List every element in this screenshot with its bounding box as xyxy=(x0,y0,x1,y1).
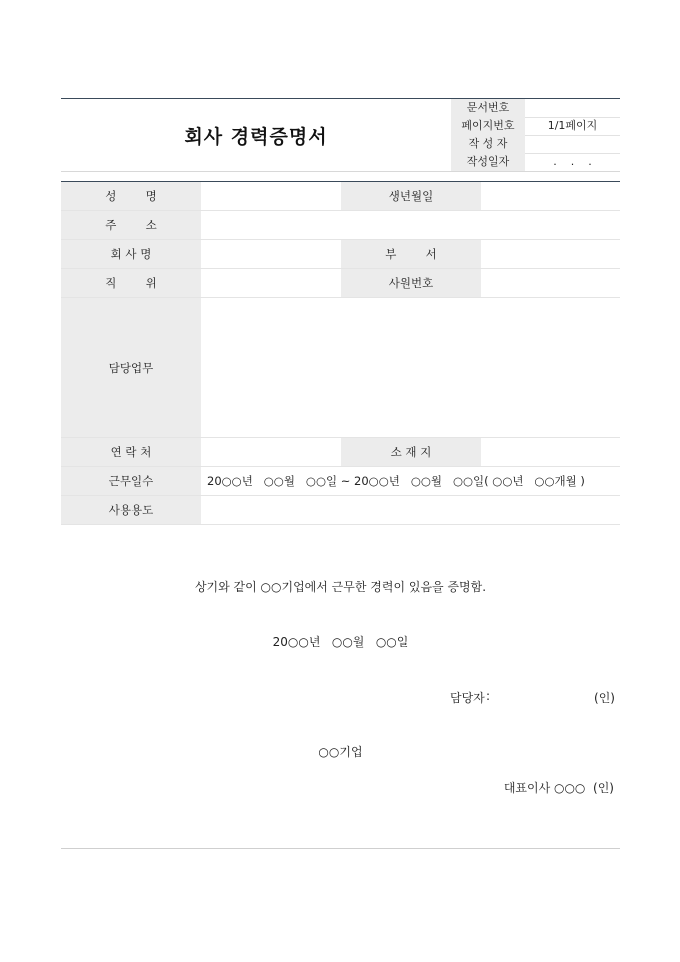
position-field[interactable] xyxy=(201,269,341,297)
table-row xyxy=(61,467,620,496)
location-field[interactable] xyxy=(481,438,620,466)
meta-row-author xyxy=(451,135,620,154)
duties-field[interactable] xyxy=(201,298,620,437)
table-row xyxy=(61,211,620,240)
table-row xyxy=(61,182,620,211)
meta-value xyxy=(525,99,620,117)
position-label: 직 위 xyxy=(61,269,201,297)
table-row xyxy=(61,298,620,438)
company-name-field[interactable] xyxy=(201,240,341,268)
table-row xyxy=(61,269,620,298)
meta-row-page-number xyxy=(451,117,620,136)
department-field[interactable] xyxy=(481,240,620,268)
birth-date-field[interactable] xyxy=(481,182,620,210)
document-title: 회사 경력증명서 xyxy=(184,125,328,148)
department-label: 부 서 xyxy=(341,240,481,268)
table-row xyxy=(61,240,620,269)
manager-seal: (인) xyxy=(594,691,615,705)
location-label: 소 재 지 xyxy=(341,438,481,466)
meta-row-date xyxy=(451,153,620,171)
name-label: 성 명 xyxy=(61,182,201,210)
meta-value: . . . xyxy=(553,155,592,168)
manager-label: 담당자 xyxy=(450,691,485,705)
document-meta-table xyxy=(451,99,620,171)
table-row xyxy=(61,496,620,525)
contact-label: 연 락 처 xyxy=(61,438,201,466)
employee-number-field[interactable] xyxy=(481,269,620,297)
birth-date-label: 생년월일 xyxy=(341,182,481,210)
employment-period-field[interactable]: 20○○년 ○○월 ○○일 ~ 20○○년 ○○월 ○○일( ○○년 ○○개월 ) xyxy=(207,474,585,488)
meta-label: 작성일자 xyxy=(451,153,525,171)
meta-value xyxy=(525,135,620,153)
table-row xyxy=(61,438,620,467)
meta-value: 1/1페이지 xyxy=(547,119,598,132)
employee-info-table xyxy=(61,181,620,526)
usage-label: 사용용도 xyxy=(61,496,201,524)
issue-date: 20○○년 ○○월 ○○일 xyxy=(272,635,409,649)
footer-divider xyxy=(61,848,620,849)
address-field[interactable] xyxy=(201,211,620,239)
employee-number-label: 사원번호 xyxy=(341,269,481,297)
address-label: 주 소 xyxy=(61,211,201,239)
company-name-label: 회 사 명 xyxy=(61,240,201,268)
manager-signature-line xyxy=(450,689,615,705)
name-field[interactable] xyxy=(201,182,341,210)
meta-label: 페이지번호 xyxy=(451,117,525,135)
meta-label: 작 성 자 xyxy=(451,135,525,153)
ceo-signature-line: 대표이사 ○○○ (인) xyxy=(503,781,614,795)
certification-statement: 상기와 같이 ○○기업에서 근무한 경력이 있음을 증명함. xyxy=(194,580,487,594)
manager-colon: : xyxy=(486,689,491,703)
duties-label: 담당업무 xyxy=(61,298,201,437)
meta-row-doc-number xyxy=(451,99,620,118)
issuing-company: ○○기업 xyxy=(318,745,363,759)
document-header xyxy=(61,98,620,172)
contact-field[interactable] xyxy=(201,438,341,466)
meta-label: 문서번호 xyxy=(451,99,525,117)
employment-period-label: 근무일수 xyxy=(61,467,201,495)
usage-field[interactable] xyxy=(201,496,620,524)
